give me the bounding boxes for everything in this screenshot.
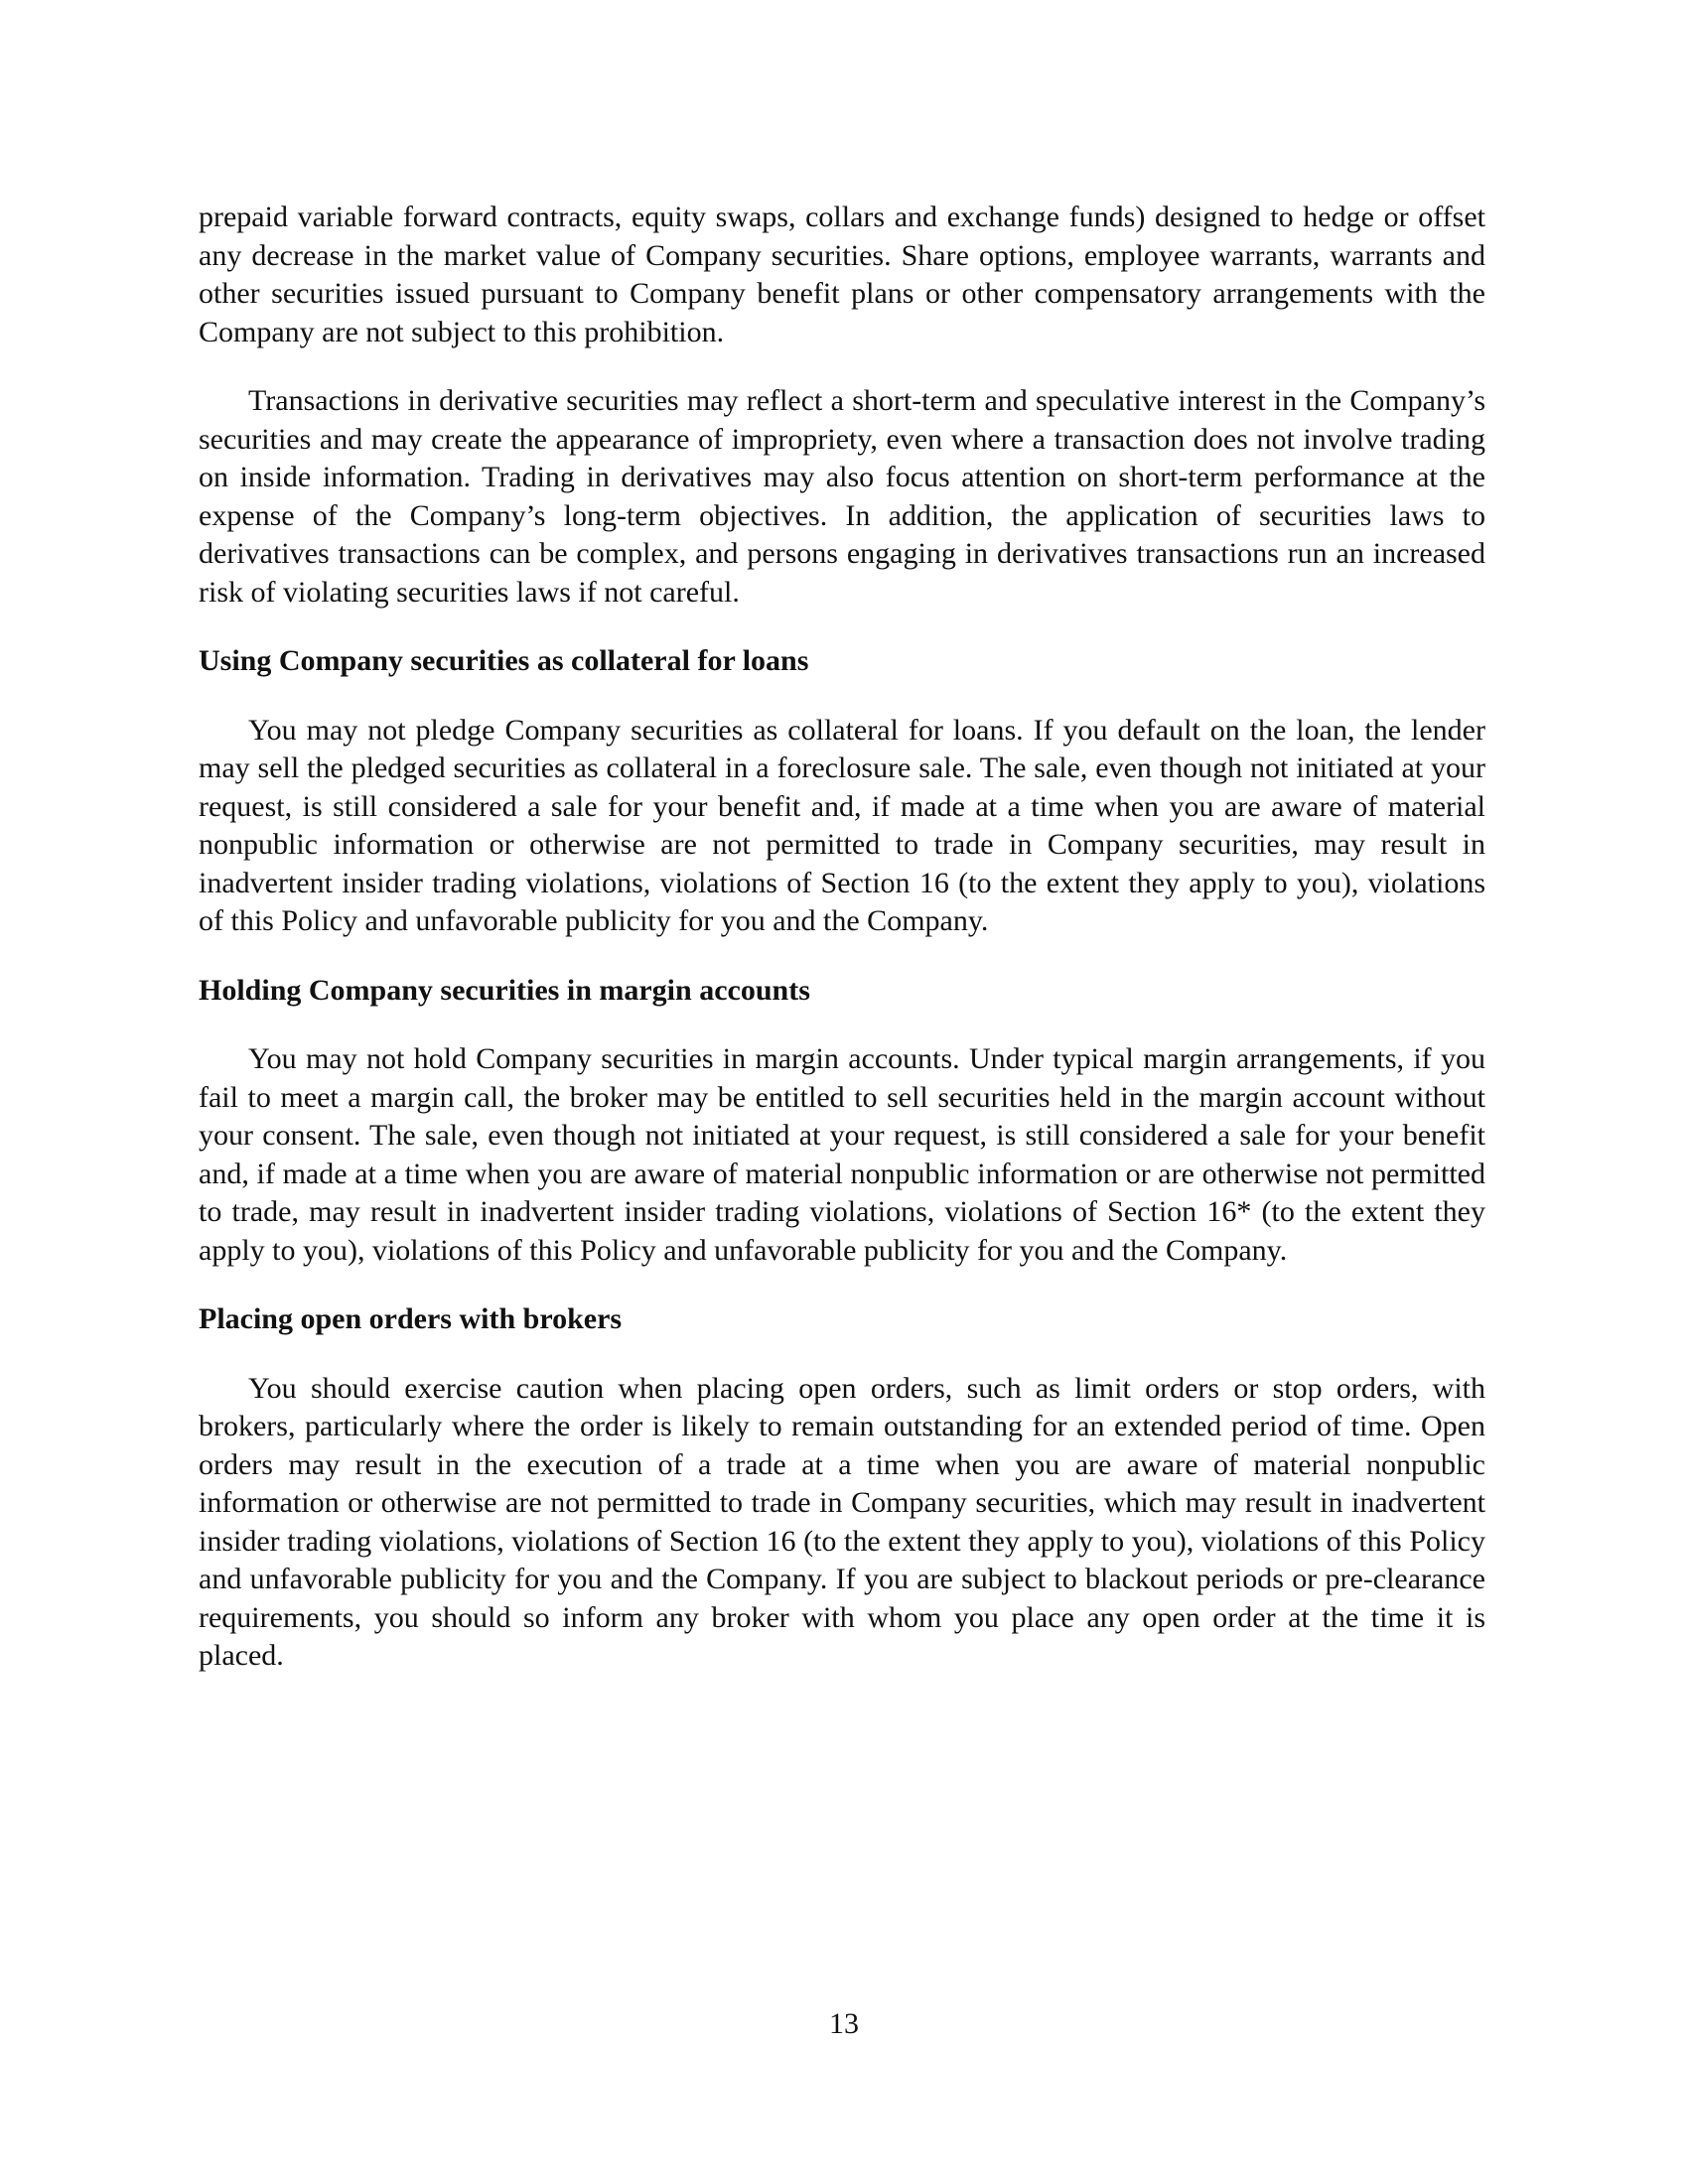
page-number: 13 [829,2007,859,2040]
paragraph-collateral-loans: You may not pledge Company securities as collateral for loans. If you default on the loan, the lender may sell the pledged securities as collateral in a foreclosure sale. The sale, even though not initiated at your request, is still considered a sale for your benefit and, if made at a time when you are aware of material nonpublic information or otherwise are not permitted to trade in Company securities, may result in inadvertent insider trading violations, violations of Section 16 (to the extent they apply to you), violations of this Policy and unfavorable publicity for you and the Company. [199,713,1485,937]
paragraph-margin-accounts: You may not hold Company securities in margin accounts. Under typical margin arrangements, if you fail to meet a margin call, the broker may be entitled to sell securities held in the margin account without your consent. The sale, even though not initiated at your request, is still considered a sale for your benefit and, if made at a time when you are aware of material nonpublic information or are otherwise not permitted to trade, may result in inadvertent insider trading violations, violations of Section 16* (to the extent they apply to you), violations of this Policy and unfavorable publicity for you and the Company. [199,1042,1485,1267]
paragraph-hedging-continuation: prepaid variable forward contracts, equity swaps, collars and exchange funds) designed to hedge or offset any decrease in the market value of Company securities. Share options, employee warrants, warrants and other securities issued pursuant to Company benefit plans or other compensatory arrangements with the Company are not subject to this prohibition. [199,201,1485,348]
paragraph-open-orders: You should exercise caution when placing open orders, such as limit orders or stop orders, with brokers, particularly where the order is likely to remain outstanding for an extended period of time. Open orders may result in the execution of a trade at a time when you are aware of material nonpublic information or otherwise are not permitted to trade in Company securities, which may result in inadvertent insider trading violations, violations of Section 16 (to the extent they apply to you), violations of this Policy and unfavorable publicity for you and the Company. If you are subject to blackout periods or pre-clearance requirements, you should so inform any broker with whom you place any open order at the time it is placed. [199,1371,1485,1672]
document-page [199,199,1485,2065]
section-heading-margin-accounts: Holding Company securities in margin accounts [199,973,810,1007]
section-heading-open-orders: Placing open orders with brokers [199,1302,623,1335]
section-heading-collateral-loans: Using Company securities as collateral for loans [199,644,809,677]
paragraph-derivative-transactions: Transactions in derivative securities may reflect a short-term and speculative interest in the Company’s securities and may create the appearance of impropriety, even where a transaction does not involve trading on inside information. Trading in derivatives may also focus attention on short-term performance at the expense of the Company’s long-term objectives. In addition, the application of securities laws to derivatives transactions can be complex, and persons engaging in derivatives transactions run an increased risk of violating securities laws if not careful. [199,384,1485,609]
